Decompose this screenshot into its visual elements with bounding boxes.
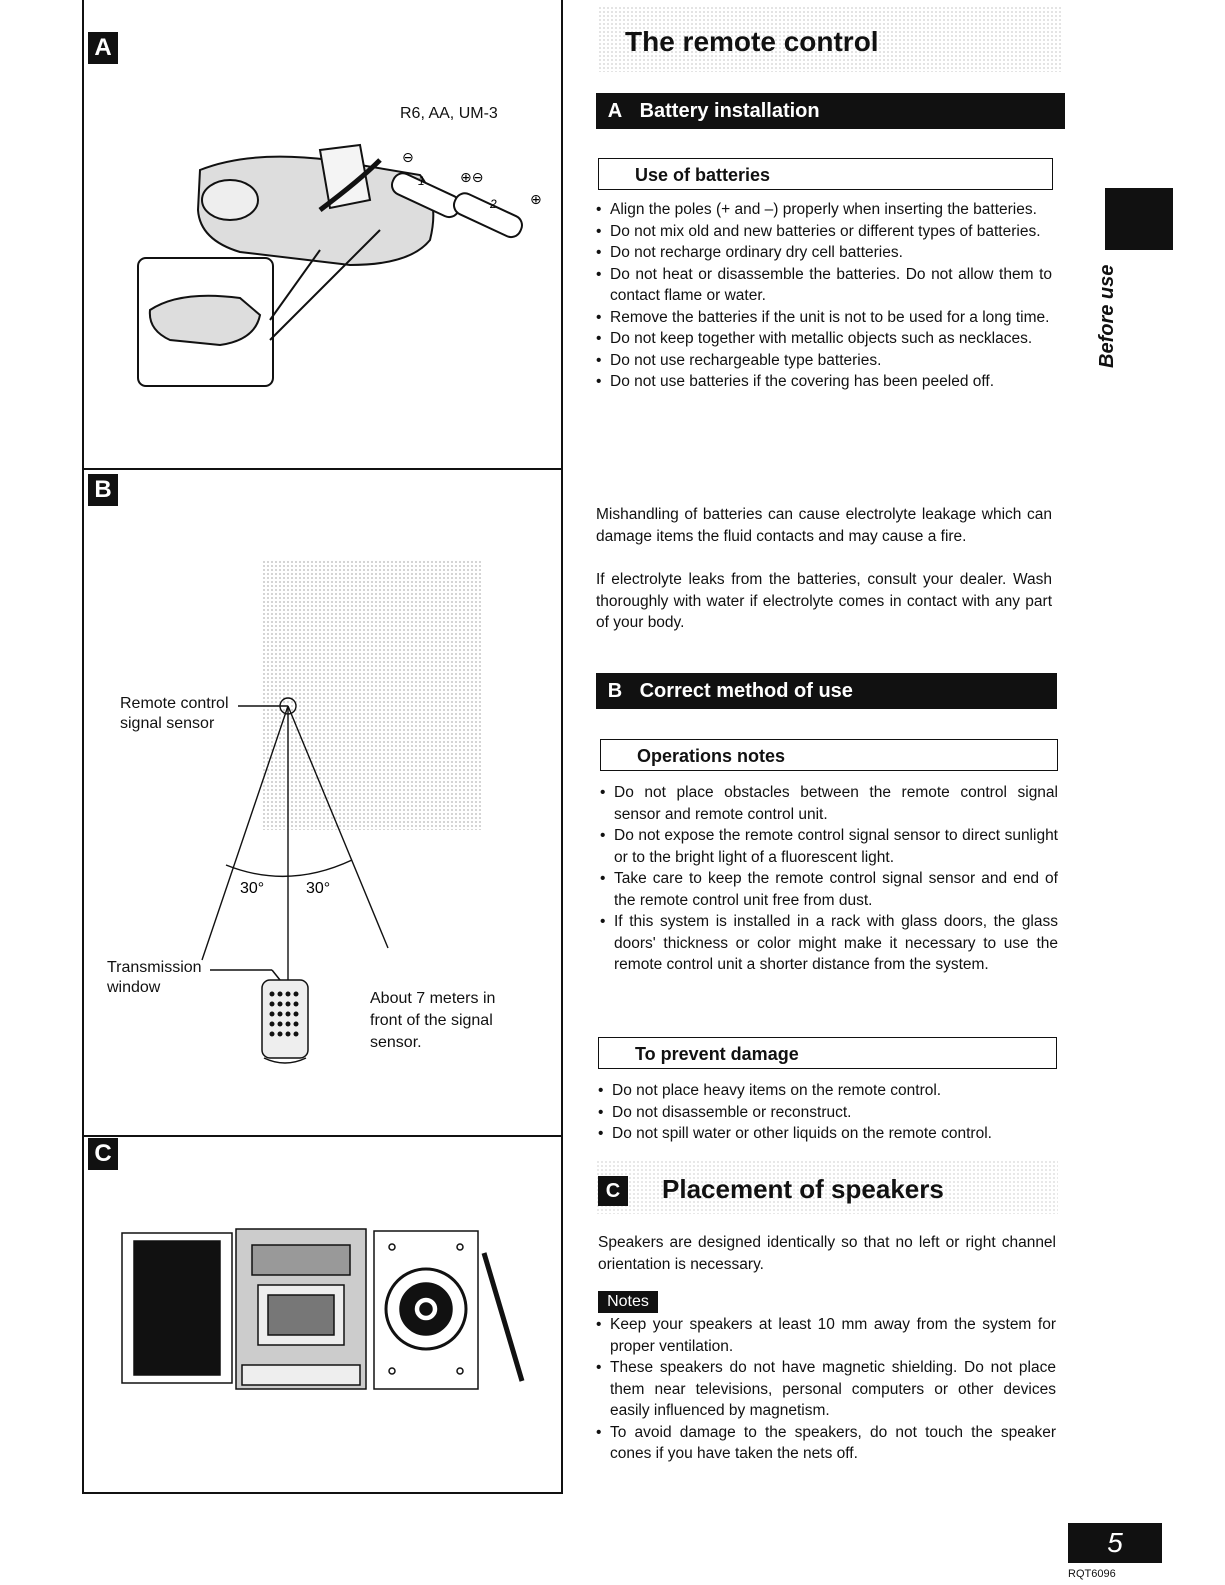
side-tab-block <box>1105 188 1173 250</box>
battery-type-label: R6, AA, UM-3 <box>400 105 498 122</box>
list-item: • Do not heat or disassemble the batteries. Do not allow them to contact flame or water. <box>596 264 1052 307</box>
section-b-title: Correct method of use <box>639 680 853 702</box>
page-number: 5 <box>1068 1523 1162 1563</box>
distance-label-line-1: About 7 meters in <box>370 990 496 1007</box>
panel-divider <box>84 1135 561 1137</box>
document-code: RQT6096 <box>1068 1568 1116 1580</box>
speakers-intro: Speakers are designed identically so that no left or right channel orientation is necessary. <box>598 1234 1056 1273</box>
sensor-label-line-2: signal sensor <box>120 715 215 732</box>
list-item: • Align the poles (+ and –) properly when inserting the batteries. <box>596 199 1052 221</box>
damage-bullet-list <box>598 1080 1057 1145</box>
electrolyte-paragraph: If electrolyte leaks from the batteries, consult your dealer. Wash thoroughly with water if electrolyte comes in contact with any part of your body. <box>596 571 1052 631</box>
battery-installation-figure <box>130 140 550 400</box>
list-item: • Take care to keep the remote control signal sensor and end of the remote control unit free from dust. <box>600 868 1058 911</box>
operations-bullet-list <box>600 782 1058 976</box>
side-tab-label: Before use <box>1096 264 1118 368</box>
remote-control-drawing <box>210 964 320 1074</box>
list-item: • Do not spill water or other liquids on the remote control. <box>598 1123 1057 1145</box>
battery-bullet-list <box>596 199 1052 393</box>
list-item: • Do not use rechargeable type batteries. <box>596 350 1052 372</box>
panel-a-label: A <box>88 32 118 64</box>
section-b-banner <box>596 673 1057 709</box>
panel-c-label: C <box>88 1138 118 1170</box>
distance-label-line-2: front of the signal <box>370 1012 493 1029</box>
list-item: • These speakers do not have magnetic shielding. Do not place them near televisions, personal computers or other devices easily influenced by magnetism. <box>596 1357 1056 1422</box>
window-label-line-1: Transmission <box>107 959 202 976</box>
page-title: The remote control <box>625 26 879 57</box>
speaker-notes-list <box>596 1314 1056 1465</box>
sensor-label-line-1: Remote control <box>120 695 229 712</box>
list-item: • Do not mix old and new batteries or different types of batteries. <box>596 221 1052 243</box>
distance-label-line-3: sensor. <box>370 1034 422 1051</box>
section-a-letter: A <box>607 100 623 122</box>
list-item: • Do not keep together with metallic objects such as necklaces. <box>596 328 1052 350</box>
section-b-letter: B <box>607 680 623 702</box>
angle-right-label: 30° <box>306 880 331 897</box>
section-a-title: Battery installation <box>639 100 820 122</box>
window-label-line-2: window <box>107 979 161 996</box>
notes-badge: Notes <box>598 1291 658 1313</box>
angle-left-label: 30° <box>240 880 265 897</box>
list-item: • Do not expose the remote control signal sensor to direct sunlight or to the bright light of a fluorescent light. <box>600 825 1058 868</box>
list-item: • Do not place heavy items on the remote control. <box>598 1080 1057 1102</box>
mishandling-paragraph: Mishandling of batteries can cause electrolyte leakage which can damage items the fluid contacts and may cause a fire. <box>596 506 1052 545</box>
battery-2-label: 2 <box>490 197 497 211</box>
speaker-placement-figure <box>118 1225 538 1405</box>
list-item: • Do not place obstacles between the remote control signal sensor and remote control unit. <box>600 782 1058 825</box>
section-a-banner <box>596 93 1065 129</box>
signal-range-diagram <box>180 690 420 1010</box>
section-c-title: Placement of speakers <box>662 1174 944 1204</box>
list-item: • Do not use batteries if the covering has been peeled off. <box>596 371 1052 393</box>
battery-1-label: 1 <box>418 174 425 188</box>
use-of-batteries-heading: Use of batteries <box>598 158 1053 190</box>
panel-divider <box>84 468 561 470</box>
list-item: • Do not disassemble or reconstruct. <box>598 1102 1057 1124</box>
operations-notes-heading: Operations notes <box>600 739 1058 771</box>
list-item: • To avoid damage to the speakers, do not touch the speaker cones if you have taken the nets off. <box>596 1422 1056 1465</box>
section-c-letter: C <box>598 1176 628 1206</box>
panel-b-label: B <box>88 474 118 506</box>
svg-text:⊕⊖: ⊕⊖ <box>460 170 484 186</box>
prevent-damage-heading: To prevent damage <box>598 1037 1057 1069</box>
list-item: • If this system is installed in a rack with glass doors, the glass doors' thickness or color might make it necessary to use the remote control unit a shorter distance from the system. <box>600 911 1058 976</box>
list-item: • Keep your speakers at least 10 mm away from the system for proper ventilation. <box>596 1314 1056 1357</box>
svg-text:⊕: ⊕ <box>530 192 542 208</box>
svg-text:⊖: ⊖ <box>402 150 414 166</box>
list-item: • Do not recharge ordinary dry cell batteries. <box>596 242 1052 264</box>
list-item: • Remove the batteries if the unit is not to be used for a long time. <box>596 307 1052 329</box>
